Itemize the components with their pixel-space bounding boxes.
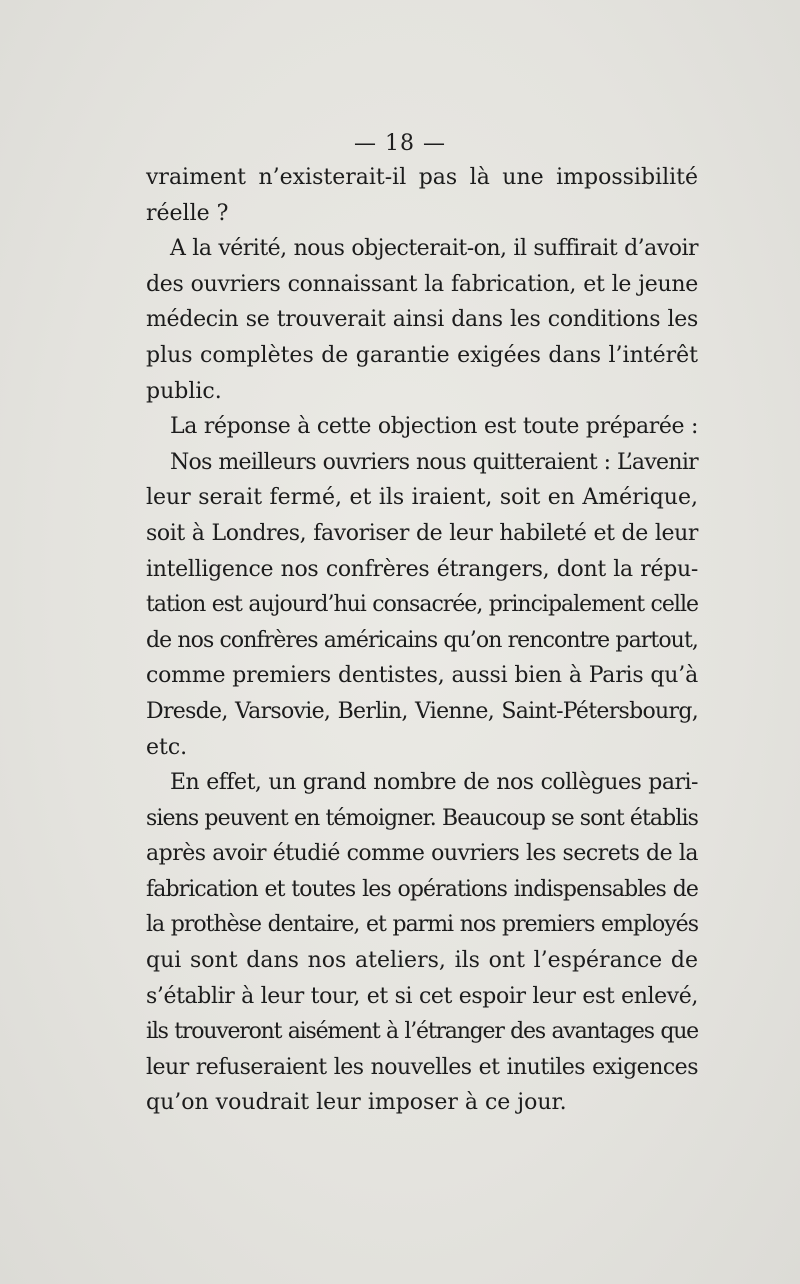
text-line: réelle ? [146,200,229,226]
text-line: soit à Londres, favoriser de leur habileté et de leur [146,520,698,546]
text-line: vraiment n’existerait-il pas là une impossibilité [146,165,698,190]
text-line: siens peuvent en témoigner. Beaucoup se sont établis [146,805,698,831]
paragraph-start-line: En effet, un grand nombre de nos collègues pari- [170,770,698,796]
paragraph-start-line: Nos meilleurs ouvriers nous quitteraient : L’avenir [170,449,698,475]
text-line: fabrication et toutes les opérations indispensables de [146,876,698,902]
text-line: Dresde, Varsovie, Berlin, Vienne, Saint-Pétersbourg, [146,698,698,724]
text-line: plus complètes de garantie exigées dans l’intérêt [146,342,698,368]
text-line: qu’on voudrait leur imposer à ce jour. [146,1090,567,1116]
text-line: médecin se trouverait ainsi dans les conditions les [146,307,698,333]
text-line: la prothèse dentaire, et parmi nos premiers employés [146,912,698,938]
text-line: qui sont dans nos ateliers, ils ont l’espérance de [146,948,698,974]
text-line: ils trouveront aisément à l’étranger des avantages que [146,1019,698,1045]
paragraph-start-line: La réponse à cette objection est toute préparée : [170,414,698,440]
text-line: s’établir à leur tour, et si cet espoir leur est enlevé, [146,983,698,1009]
text-line: après avoir étudié comme ouvriers les secrets de la [146,841,698,867]
page-number: — 18 — [354,131,446,156]
text-line: des ouvriers connaissant la fabrication, et le jeune [146,271,698,297]
text-line: intelligence nos confrères étrangers, dont la répu- [146,556,698,582]
text-line: de nos confrères américains qu’on rencontre partout, [146,627,698,653]
text-line: etc. [146,734,188,760]
paragraph-start-line: A la vérité, nous objecterait-on, il suffirait d’avoir [170,236,698,262]
body-text [146,160,698,1121]
text-line: tation est aujourd’hui consacrée, principalement celle [146,592,698,618]
text-line: public. [146,378,222,404]
text-line: leur refuseraient les nouvelles et inutiles exigences [146,1054,698,1080]
text-line: leur serait fermé, et ils iraient, soit en Amérique, [146,485,698,511]
text-line: comme premiers dentistes, aussi bien à Paris qu’à [146,663,698,689]
